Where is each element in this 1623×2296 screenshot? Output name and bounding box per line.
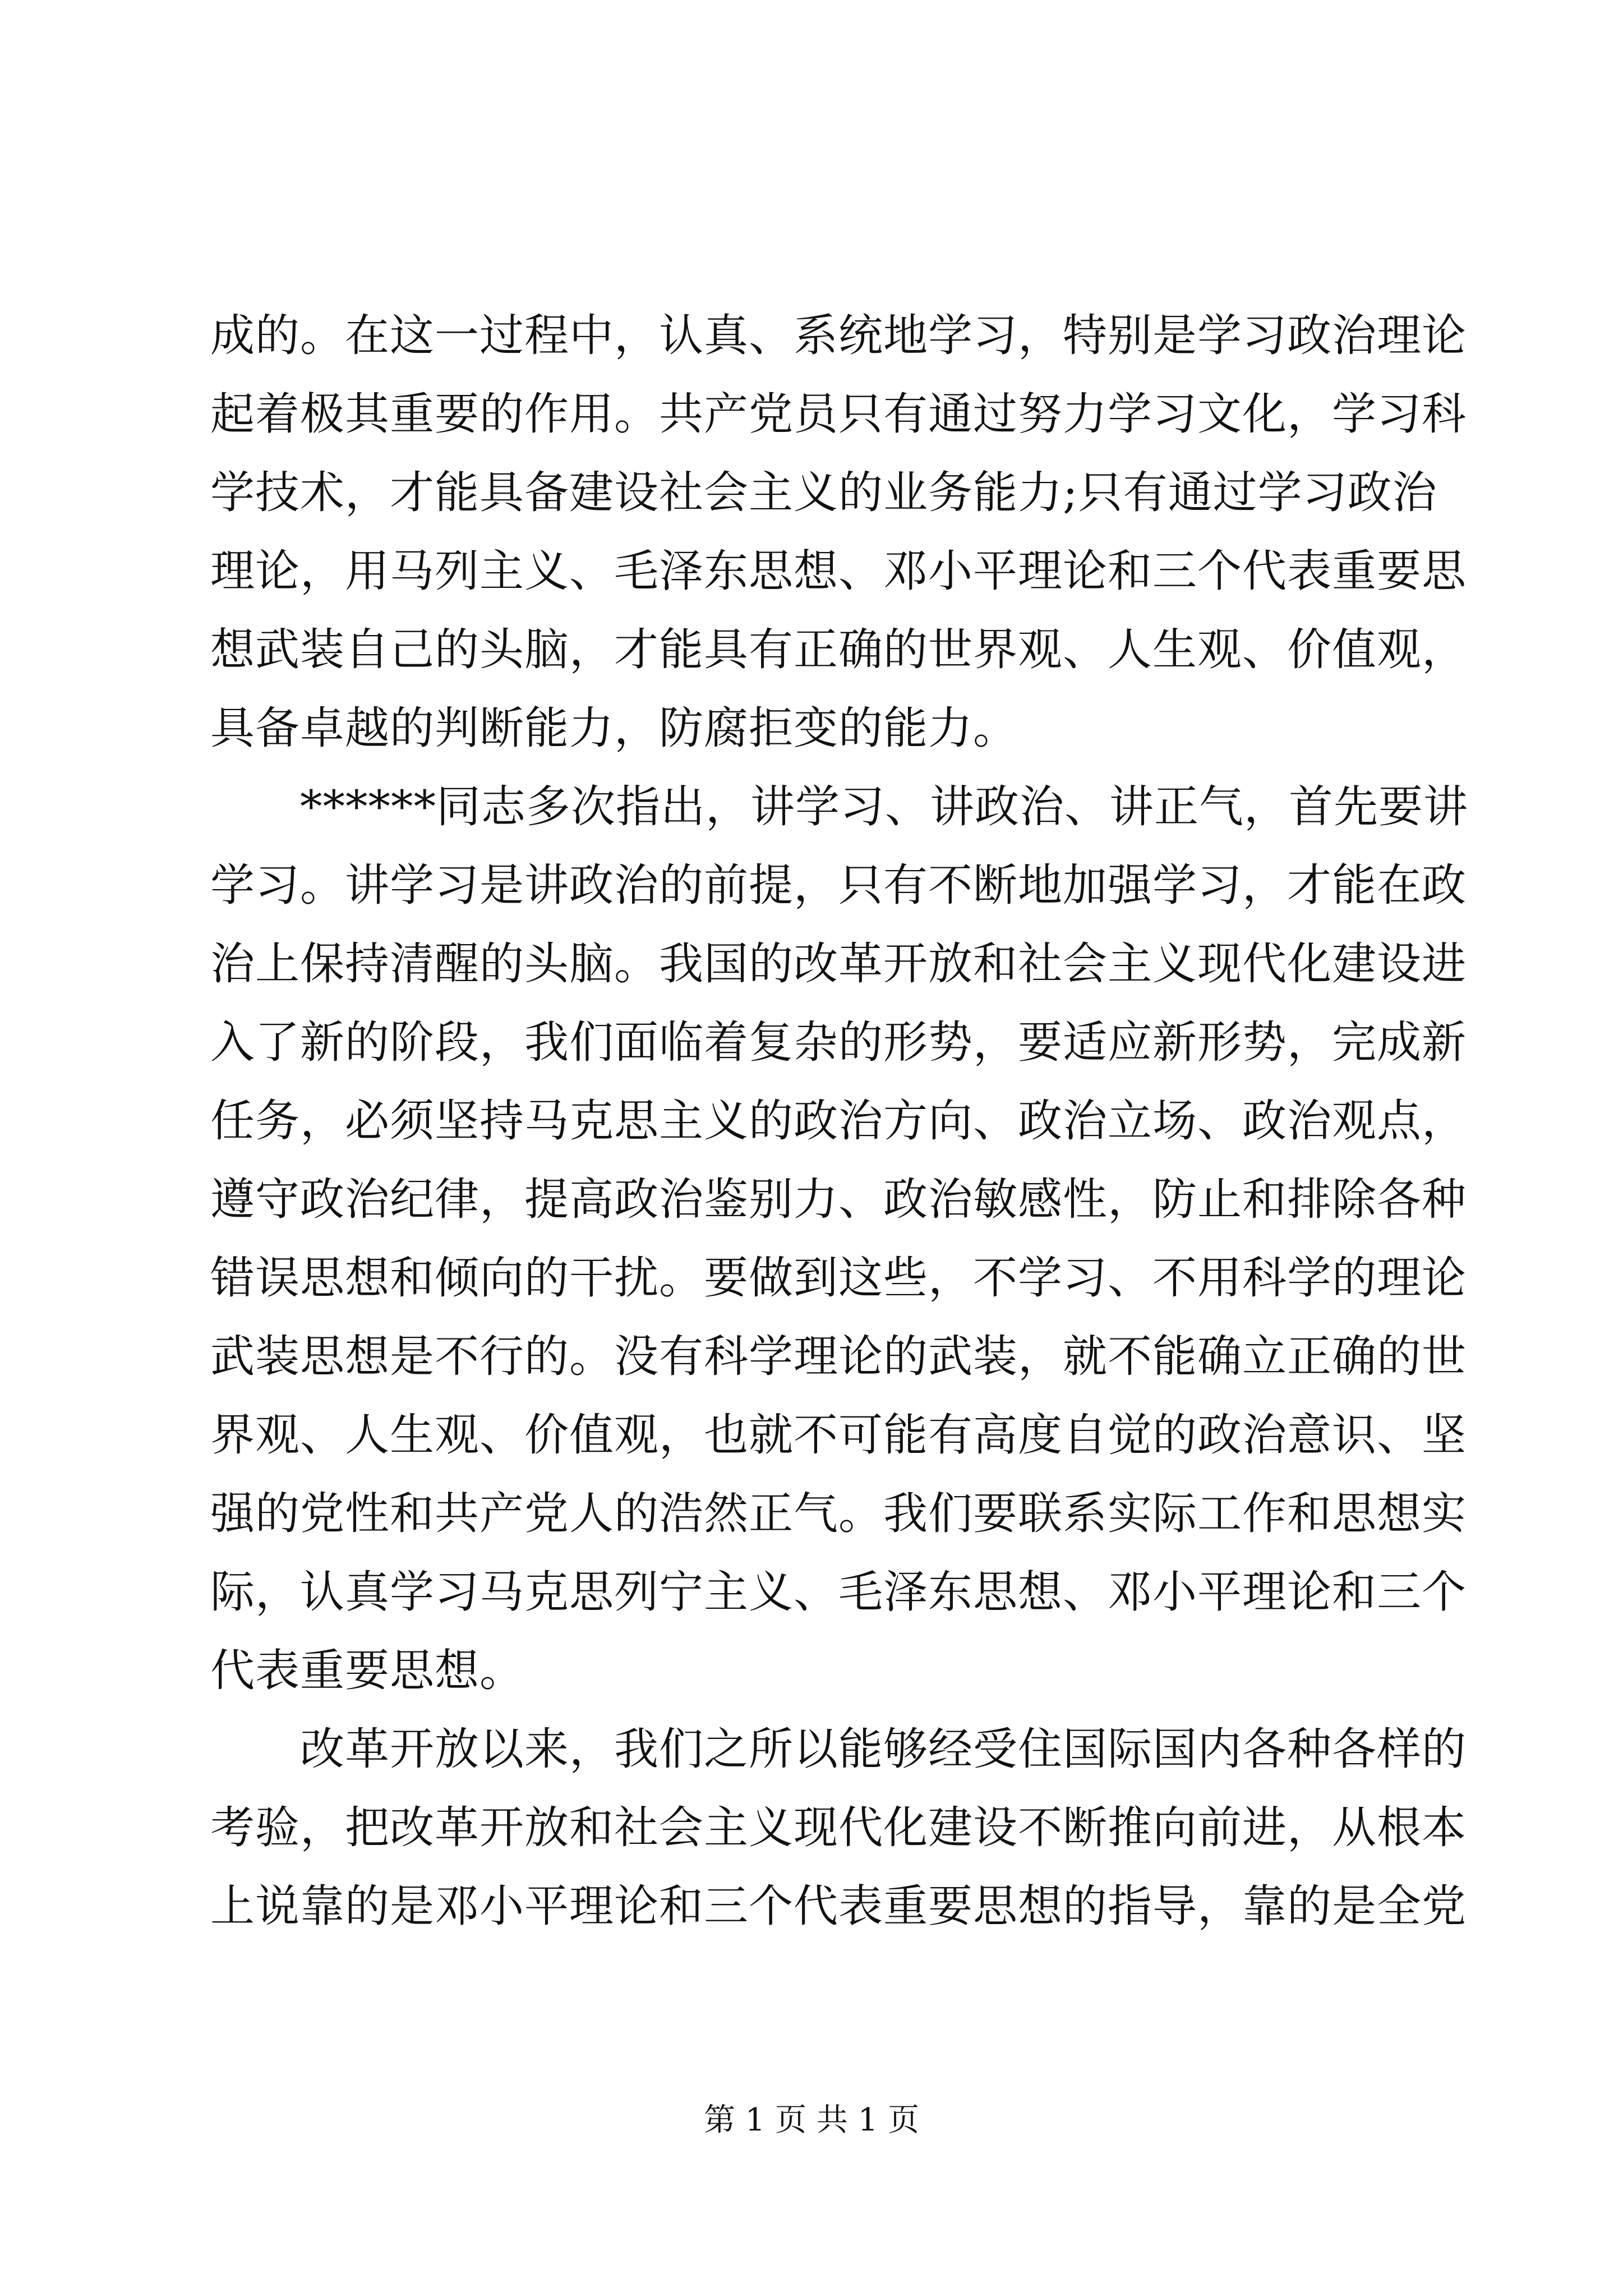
text-line: 界观、人生观、价值观，也就不可能有高度自觉的政治意识、坚 — [210, 1409, 1467, 1461]
text-line: 强的党性和共产党人的浩然正气。我们要联系实际工作和思想实 — [210, 1488, 1467, 1539]
text-line: 理论，用马列主义、毛泽东思想、邓小平理论和三个代表重要思 — [210, 545, 1467, 597]
text-line: 任务，必须坚持马克思主义的政治方向、政治立场、政治观点， — [210, 1095, 1467, 1147]
text-line: 学习。讲学习是讲政治的前提，只有不断地加强学习，才能在政 — [210, 859, 1467, 911]
text-line: 上说靠的是邓小平理论和三个代表重要思想的指导，靠的是全党 — [210, 1880, 1467, 1932]
paragraph-first-line: ******同志多次指出，讲学习、讲政治、讲正气，首先要讲 — [300, 781, 1468, 832]
text-line: 学技术，才能具备建设社会主义的业务能力;只有通过学习政治 — [210, 467, 1437, 518]
text-line: 想武装自己的头脑，才能具有正确的世界观、人生观、价值观， — [210, 624, 1467, 675]
text-line: 成的。在这一过程中，认真、系统地学习，特别是学习政治理论 — [210, 310, 1467, 361]
text-line: 错误思想和倾向的干扰。要做到这些，不学习、不用科学的理论 — [210, 1252, 1467, 1304]
text-line: 入了新的阶段，我们面临着复杂的形势，要适应新形势，完成新 — [210, 1016, 1467, 1068]
text-line: 考验，把改革开放和社会主义现代化建设不断推向前进，从根本 — [210, 1802, 1467, 1853]
text-line: 际，认真学习马克思列宁主义、毛泽东思想、邓小平理论和三个 — [210, 1566, 1467, 1618]
page-footer: 第 1 页 共 1 页 — [703, 2102, 920, 2138]
text-line: 代表重要思想。 — [210, 1645, 524, 1696]
text-line: 治上保持清醒的头脑。我国的改革开放和社会主义现代化建设进 — [210, 938, 1467, 990]
text-line: 具备卓越的判断能力，防腐拒变的能力。 — [210, 702, 1018, 754]
text-line: 武装思想是不行的。没有科学理论的武装，就不能确立正确的世 — [210, 1331, 1467, 1382]
document-body — [210, 296, 1468, 1945]
paragraph-first-line: 改革开放以来，我们之所以能够经受住国际国内各种各样的 — [300, 1723, 1467, 1775]
text-line: 起着极其重要的作用。共产党员只有通过努力学习文化，学习科 — [210, 388, 1467, 440]
text-line: 遵守政治纪律，提高政治鉴别力、政治敏感性，防止和排除各种 — [210, 1174, 1467, 1225]
